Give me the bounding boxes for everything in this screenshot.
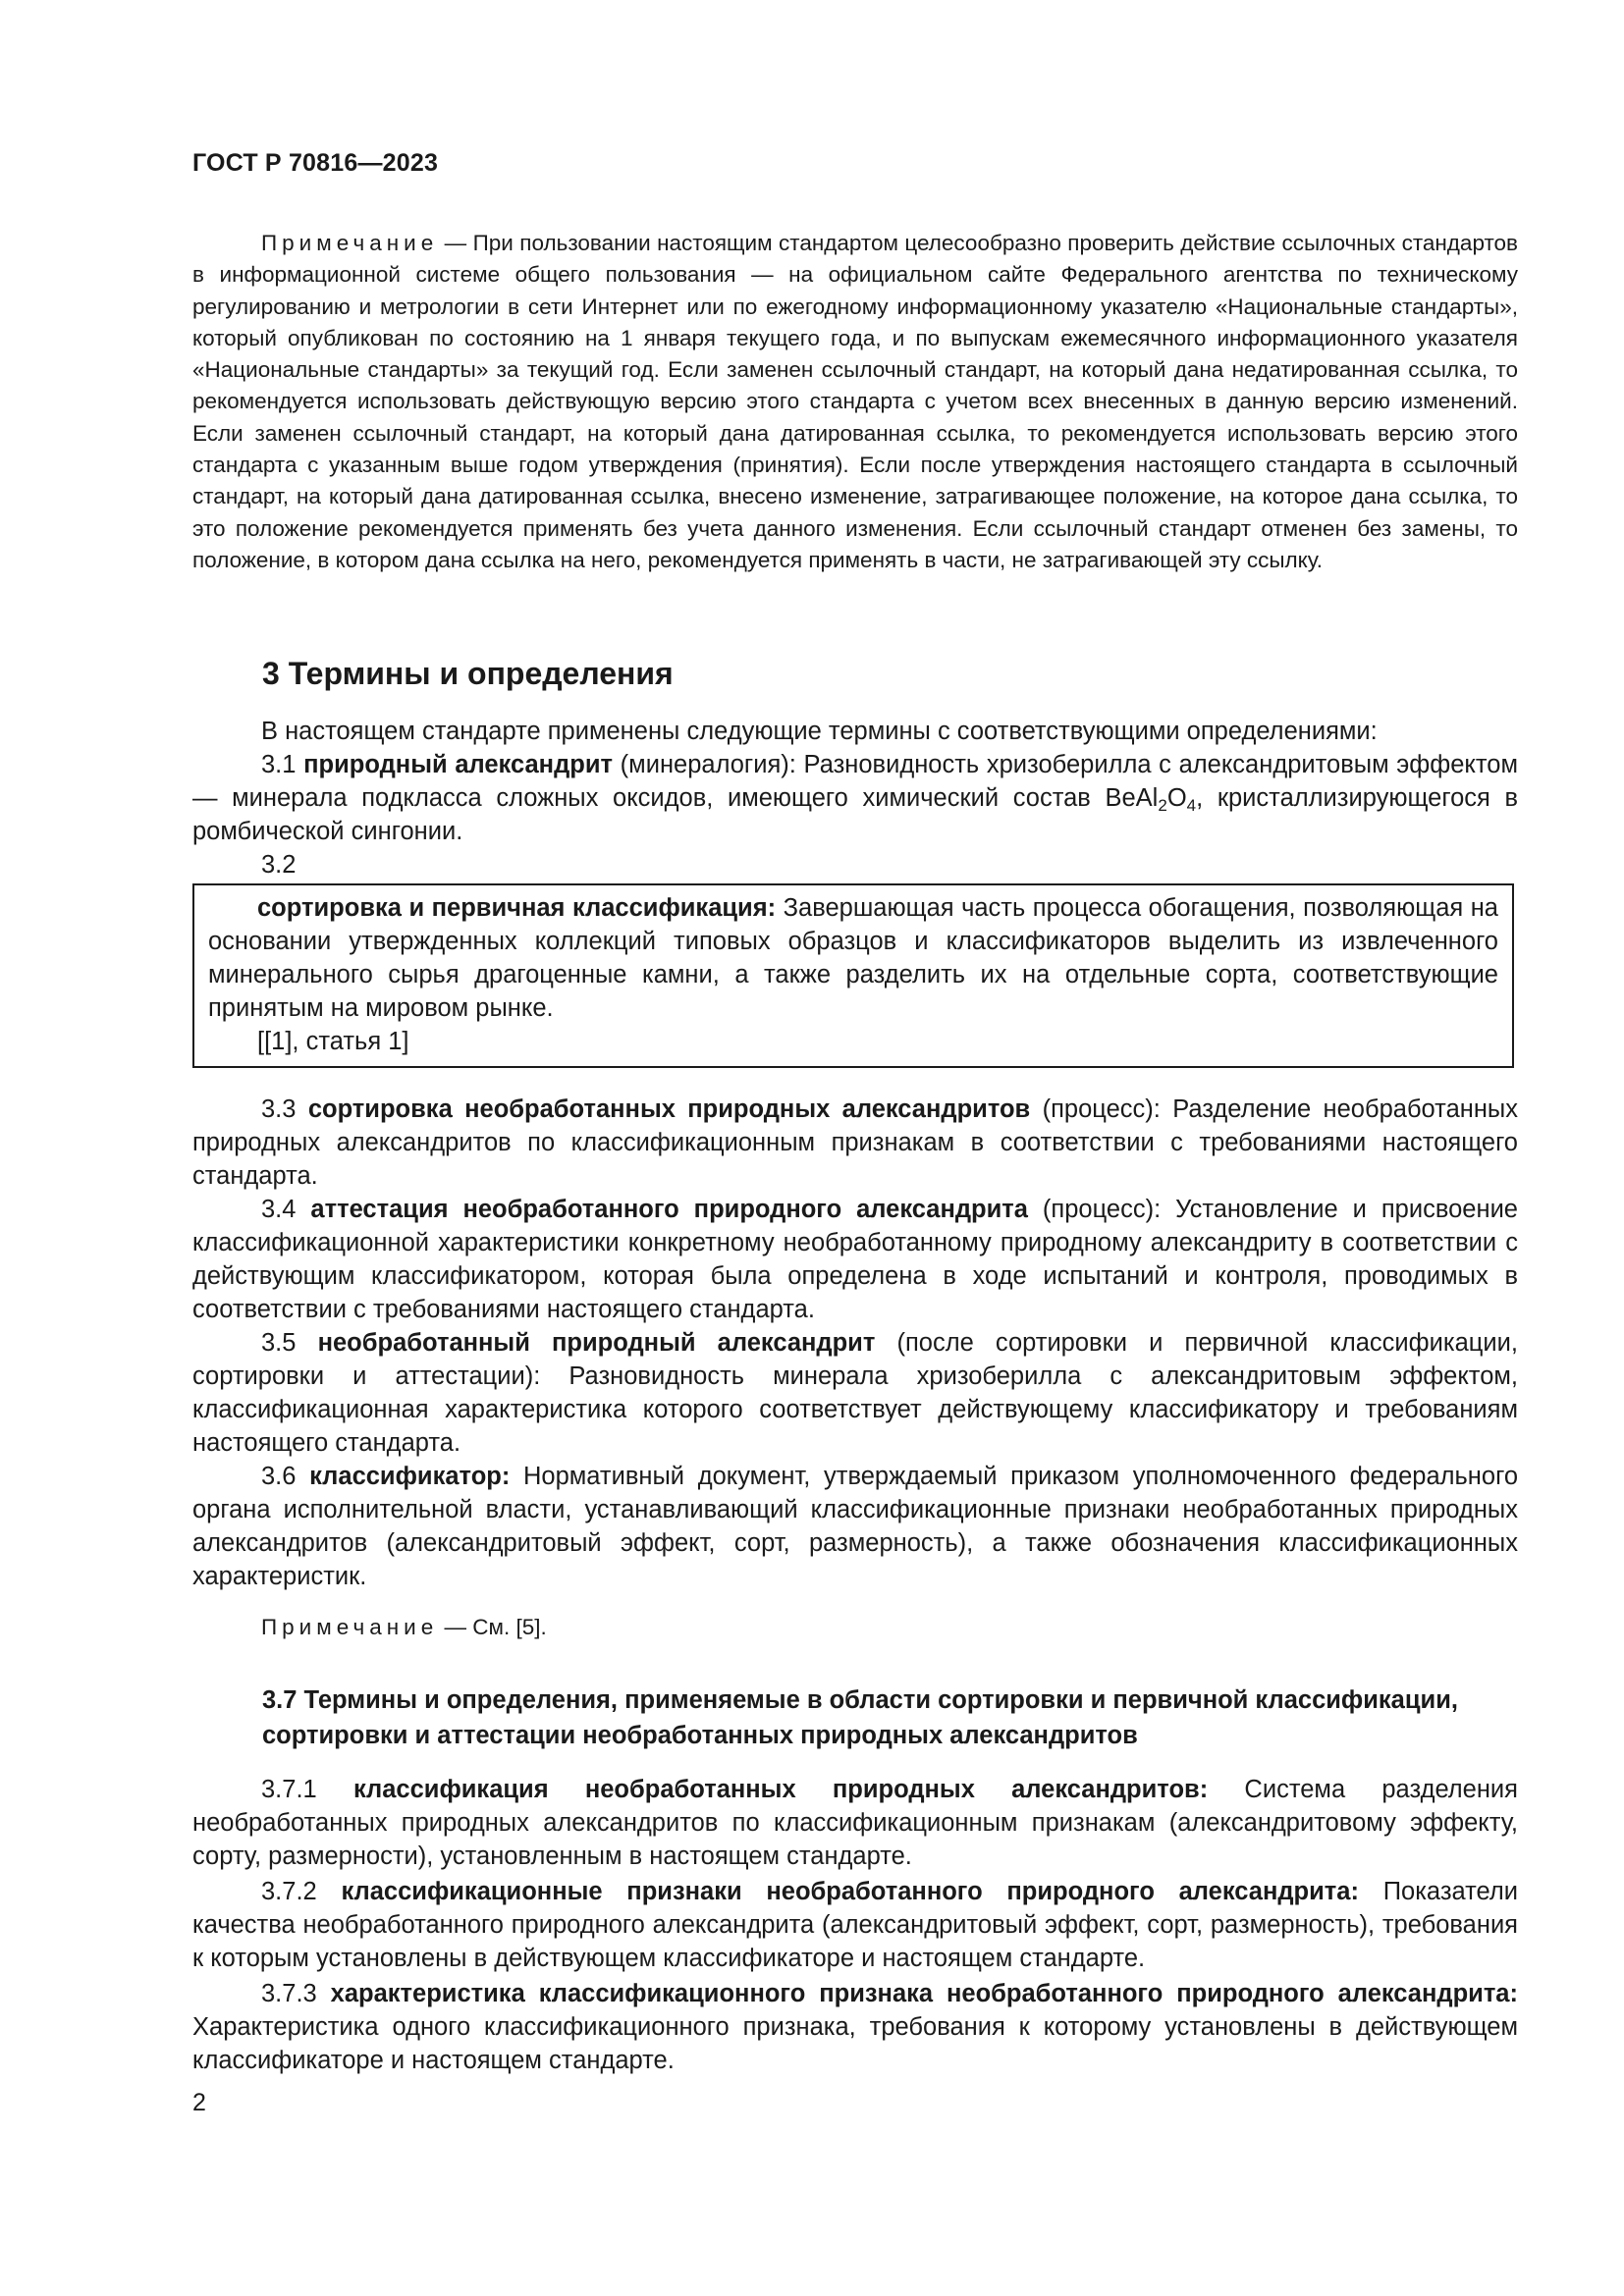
term-3-2 (208, 891, 1498, 1025)
classifier-note (192, 1612, 1518, 1643)
term-definition-end: , кристаллизирующегося в ромбической сингонии. (192, 784, 1518, 845)
term-number: 3.4 (261, 1196, 311, 1223)
term-definition: Система разделения необработанных природных александритов по классификационным признакам (александритовому эффекту, сорту, размерности), установленным в настоящем стандарте. (192, 1776, 1518, 1870)
term-3-7-2 (192, 1875, 1518, 1975)
term-definition: (процесс): Установление и присвоение классификационной характеристики конкретному необработанному природному александриту в соответствии с действующим классификатором, которая была определена в ходе испытаний и контроля, проводимых в соответствии с требованиями настоящего стандарта. (192, 1196, 1518, 1323)
term-definition: Характеристика одного классификационного признака, требования к которому установлены в действующем классификаторе и настоящем стандарте. (192, 2013, 1518, 2074)
term-definition: Нормативный документ, утверждаемый приказом уполномоченного федерального органа исполнительной власти, устанавливающий классификационные признаки необработанных природных александритов (александритовый эффект, сорт, размерность), а также обозначения классификационных характеристик. (192, 1463, 1518, 1590)
classifier-note-paragraph (192, 1612, 1518, 1643)
term-number: 3.6 (261, 1463, 310, 1490)
term-3-7-3 (192, 1977, 1518, 2077)
terms-block-2 (192, 1093, 1518, 1593)
terms-block-1 (192, 715, 1518, 881)
formula-text: O (1166, 784, 1187, 812)
formula-subscript: 4 (1186, 796, 1197, 815)
term-definition: (после сортировки и первичной классификации, сортировки и аттестации): Разновидность минерала хризоберилла с александритовым эффектом, классификационная характеристика которого соответствует действующему классификатору и требованиям настоящего стандарта. (192, 1329, 1518, 1457)
subsection-title: 3.7 Термины и определения, применяемые в области сортировки и первичной классификации, сортировки и аттестации необработанных природных александритов (262, 1686, 1458, 1749)
term-3-5 (192, 1326, 1518, 1460)
term-3-1 (192, 748, 1518, 848)
page-number: 2 (192, 2089, 206, 2116)
term-definition: (минералогия): Разновидность хризоберилла с александритовым эффектом — минерала подкласса сложных оксидов, имеющего химический состав BeAl (192, 751, 1518, 812)
formula-subscript: 2 (1158, 796, 1167, 815)
term-3-3 (192, 1093, 1518, 1193)
note-label: Примечание (261, 1615, 439, 1639)
note-label: Примечание (261, 231, 439, 255)
term-name: аттестация необработанного природного александрита (310, 1196, 1028, 1223)
section-intro: В настоящем стандарте применены следующие термины с соответствующими определениями: (261, 718, 1378, 745)
note-text: — См. [5]. (438, 1615, 547, 1639)
term-name: характеристика классификационного признака необработанного природного александрита: (330, 1980, 1518, 2007)
term-number: 3.7.2 (261, 1878, 342, 1905)
term-3-7-1 (192, 1773, 1518, 1873)
term-name: сортировка необработанных природных александритов (307, 1095, 1031, 1123)
term-3-4 (192, 1193, 1518, 1326)
reference-note (192, 228, 1518, 576)
term-number: 3.1 (261, 751, 304, 778)
document-code-header: ГОСТ Р 70816—2023 (192, 149, 439, 177)
reference-note-paragraph (192, 228, 1518, 576)
term-number: 3.5 (261, 1329, 318, 1357)
term-definition: Показатели качества необработанного природного александрита (александритовый эффект, сорт, размерность), требования к которым установлены в действующем классификаторе и настоящем стандарте. (192, 1878, 1518, 1972)
term-source-reference: [[1], статья 1] (257, 1028, 409, 1055)
term-3-2-number: 3.2 (261, 851, 297, 879)
terms-block-3 (192, 1773, 1518, 2079)
term-name: природный александрит (303, 751, 613, 778)
term-name: необработанный природный александрит (317, 1329, 876, 1357)
term-name: классификационные признаки необработанного природного александрита: (341, 1878, 1359, 1905)
term-name: сортировка и первичная классификация: (257, 894, 777, 922)
term-number: 3.7.3 (261, 1980, 331, 2007)
section-title: 3 Термины и определения (262, 656, 674, 691)
term-definition: (процесс): Разделение необработанных природных александритов по классификационным признакам в соответствии с требованиями настоящего стандарта. (192, 1095, 1518, 1190)
term-name: классификатор: (309, 1463, 511, 1490)
term-name: классификация необработанных природных александритов: (352, 1776, 1209, 1803)
term-3-6 (192, 1460, 1518, 1593)
term-definition: Завершающая часть процесса обогащения, позволяющая на основании утвержденных коллекций типовых образцов и классификаторов выделить из извлеченного минерального сырья драгоценные камни, а также разделить их на отдельные сорта, соответствующие принятым на мировом рынке. (208, 894, 1498, 1022)
note-text: — При пользовании настоящим стандартом целесообразно проверить действие ссылочных стандартов в информационной системе общего пользования — на официальном сайте Федерального агентства по техническому регулированию и метрологии в сети Интернет или по ежегодному информационному указателю «Национальные стандарты», который опубликован по состоянию на 1 января текущего года, и по выпускам ежемесячного информационного указателя «Национальные стандарты» за текущий год. Если заменен ссылочный стандарт, на который дана недатированная ссылка, то рекомендуется использовать действующую версию этого стандарта с учетом всех внесенных в данную версию изменений. Если заменен ссылочный стандарт, на который дана датированная ссылка, то рекомендуется использовать версию этого стандарта с указанным выше годом утверждения (принятия). Если после утверждения настоящего стандарта в ссылочный стандарт, на который дана датированная ссылка, внесено изменение, затрагивающее положение, на которое дана ссылка, то это положение рекомендуется применять без учета данного изменения. Если ссылочный стандарт отменен без замены, то положение, в котором дана ссылка на него, рекомендуется применять в части, не затрагивающей эту ссылку. (192, 231, 1518, 572)
term-number: 3.7.1 (261, 1776, 353, 1803)
term-number: 3.3 (261, 1095, 308, 1123)
term-3-2-box (192, 883, 1514, 1068)
